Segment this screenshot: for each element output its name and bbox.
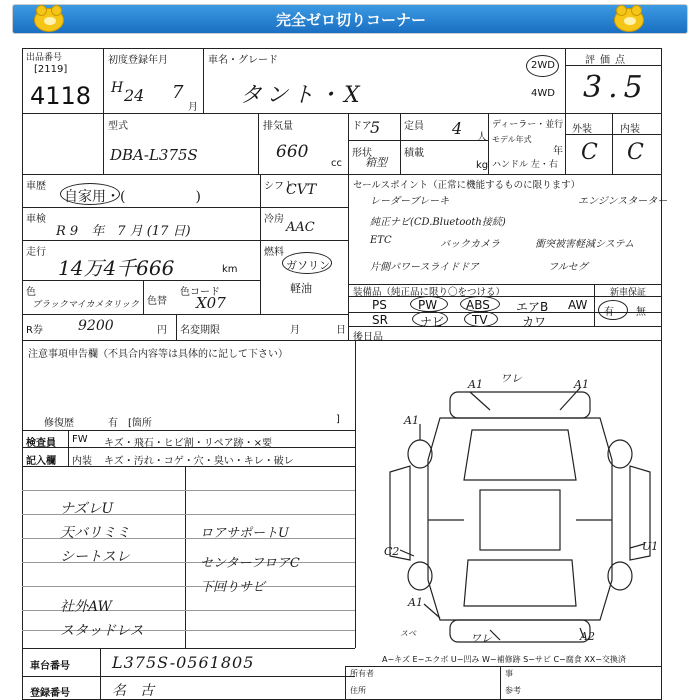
fuel-label: 燃料 [264,247,284,258]
type-value: DBA-L375S [110,146,198,164]
reg-year: 24 [124,86,145,105]
damage-mark: C2 [384,545,400,558]
damage-legend: A−キズ E−エクボ U−凹み W−補修跡 S−サビ C−腐食 XX−交換済 [382,655,626,664]
warranty-circle-mark [598,300,628,320]
color-label: 色 [26,287,36,298]
title-month: 月 [290,325,300,336]
shape-label: 形状 [352,148,372,159]
title-day: 日 [336,325,346,336]
door-label: ドア [352,121,372,132]
shift-label: シフト [264,181,294,192]
drive-2wd: 2WD [531,60,555,71]
damage-mark: A1 [574,378,589,391]
new-warranty-yes: 有 [604,307,614,318]
remark-item: 社外AW [60,599,112,615]
mileage-label: 走行 [26,247,46,258]
banner-title: 完全ゼロ切りコーナー [275,11,426,29]
damage-mark: ワレ [500,372,522,385]
reg-number-label: 登録番号 [30,688,70,699]
fuel-circle-mark [282,252,332,274]
lot-number: 4118 [30,82,92,110]
lot-label: 出品番号 [26,53,63,63]
remark-item: 天バリミミ [60,525,130,541]
sales-point-item: 衝突被害軽減システム [535,239,634,250]
color-code-value: X07 [196,294,226,312]
equip-circle-mark [410,296,448,312]
damage-mark: A1 [404,414,419,427]
fw-label: FW [72,434,88,445]
reg-month-unit: 月 [188,102,198,113]
new-warranty-no: 無 [636,307,646,318]
displacement-value: 660 [276,142,309,162]
recycle-value: 9200 [78,318,114,334]
interior-items: キズ・汚れ・コゲ・穴・臭い・キレ・破レ [104,456,294,467]
equip-leather: カワ [522,315,547,329]
chassis-label: 車台番号 [30,661,70,672]
mileage-value: 14万4千666 [58,256,175,280]
drive-circle-mark [526,55,559,77]
color-change-label: 色替 [147,296,167,307]
equip-sr: SR [372,313,388,327]
sales-point-item: 純正ナビ(CD.Bluetooth接続) [370,217,506,228]
repair-close: ] [336,414,340,425]
sales-points-label: セールスポイント（正常に機能するものに限ります） [353,180,581,191]
address-label: 住所 [350,686,366,695]
lot-sub: [2119] [34,64,68,75]
fuel-gas: ガソリン [286,259,330,272]
bear-mascot-icon [614,8,644,32]
sales-point-item: エンジンスターター [578,196,668,207]
damage-mark: A1 [408,596,423,609]
shift-value: CVT [286,182,317,198]
equip-aw: AW [568,298,588,312]
exterior-label: 外装 [572,124,592,135]
door-value: 5 [370,118,381,137]
handle-label: ハンドル 左・右 [492,160,558,170]
color-value: ブラックマイカメタリック [32,300,140,310]
capacity-value: 4 [452,119,463,138]
remark-item: センターフロアC [200,556,300,571]
damage-mark: ワレ [470,632,492,645]
displacement-unit: cc [331,158,342,169]
damage-mark: A1 [468,378,483,391]
owner-label: 所有者 [350,669,374,678]
model-year-label: モデル年式 [492,135,532,144]
recycle-label: R券 [26,325,43,336]
remark-item: ロアサポートU [200,526,289,541]
bear-mascot-icon [34,8,64,32]
repair-label: 修復歴 [44,418,74,429]
exterior-grade: C [581,140,598,165]
new-warranty-label: 新車保証 [610,288,647,298]
interior-items-label: 内装 [72,456,92,467]
car-history-value: 自家用・( ) [64,189,201,205]
equipment-label: 装備品（純正品に限り〇をつける） [353,287,506,298]
equip-abs: ABS [466,298,490,312]
damage-mark: U1 [642,540,659,553]
title-deadline-label: 名変期限 [180,325,220,336]
inspector-label: 検査員 [26,438,56,449]
private-use-circle-mark [60,183,120,205]
equip-airbag: エアB [516,300,549,314]
color-code-label: 色コード [180,287,220,298]
load-unit: kg [476,160,489,171]
damage-mark: スベ [400,629,416,638]
equip-tv: TV [472,313,488,327]
sales-point-item: 片側パワースライドドア [370,262,479,273]
equip-pw: PW [418,298,438,312]
recycle-unit: 円 [157,325,167,336]
car-damage-diagram [380,380,660,650]
reg-year-label: 初度登録年月 [108,55,168,66]
rear-seat-label: 後日品 [353,332,383,343]
damage-mark: A2 [580,630,595,643]
shape-value: 箱型 [365,156,387,169]
reg-month: 7 [172,82,184,103]
fw-items: キズ・飛石・ヒビ割・リペア跡・×要 [104,438,272,449]
capacity-unit: 人 [477,132,487,143]
office-label: 事 [505,669,513,678]
repair-place: [箇所 [128,418,152,429]
model-year-unit: 年 [553,146,563,157]
interior-label: 内装 [620,124,640,135]
equip-circle-mark [464,311,498,327]
capacity-label: 定員 [404,121,424,132]
equip-circle-mark [460,296,500,312]
sales-point-item: バックカメラ [440,239,500,250]
inspector-entry-label: 記入欄 [26,456,56,467]
header-banner [12,4,688,34]
load-label: 積載 [404,148,424,159]
repair-has: 有 [108,418,118,429]
reg-number-value: 名 古 [112,683,154,699]
type-label: 型式 [108,121,128,132]
remark-item: 下回りサビ [200,580,266,595]
score-value: 3.5 [583,70,649,105]
mileage-unit: km [222,264,238,275]
remark-item: ナズレU [60,501,114,517]
notes-label: 注意事項申告欄（不具合内容等は具体的に記して下さい） [28,349,288,360]
equip-navi: ナビ [420,315,445,329]
inspection-value: R 9 年 7 月 (17 日) [56,224,191,239]
equip-ps: PS [372,298,387,312]
sales-point-item: ETC [370,235,392,246]
reference-label: 参考 [505,686,521,695]
remark-item: シートスレ [60,549,130,565]
displacement-label: 排気量 [263,121,293,132]
equip-circle-mark [412,311,448,327]
sales-point-item: レーダーブレーキ [370,196,450,207]
drive-4wd: 4WD [531,88,555,99]
sales-point-item: フルセグ [548,262,588,273]
model-grade-label: 車名・グレード [208,55,278,66]
inspection-label: 車検 [26,214,46,225]
ac-value: AAC [286,220,315,235]
model-grade: タント・X [240,83,364,108]
ac-label: 冷房 [264,214,284,225]
car-history-label: 車歴 [26,181,46,192]
reg-era: H [111,80,124,96]
dealer-label: ディーラー・並行 [492,120,564,130]
remark-item: スタッドレス [60,623,144,639]
chassis-value: L375S-0561805 [112,653,255,672]
interior-grade: C [627,140,644,165]
fuel-diesel: 軽油 [290,282,312,295]
score-label: 評価点 [585,55,630,66]
